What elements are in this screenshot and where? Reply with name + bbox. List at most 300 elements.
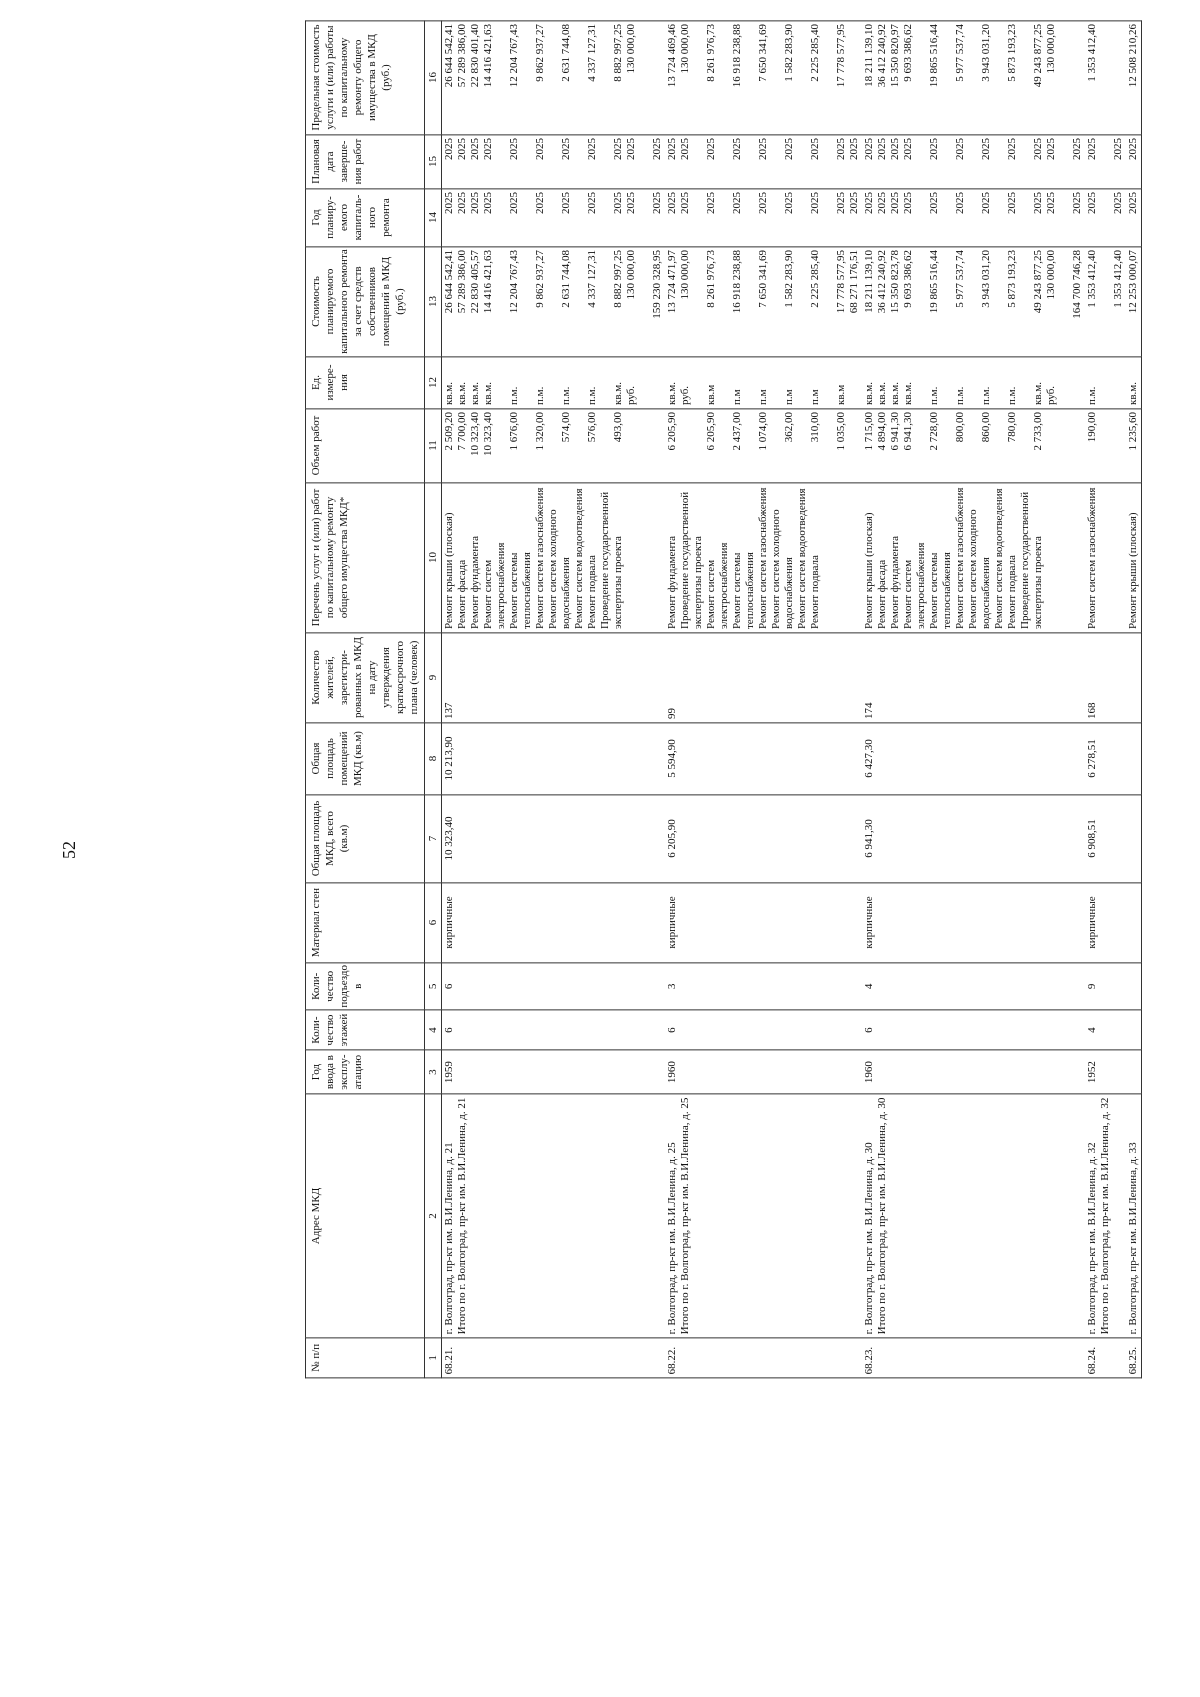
repair-year-cell: [1085, 189, 1126, 247]
work-cost: 36 412 240,92: [876, 250, 888, 314]
header-cell: Материал стен: [306, 883, 425, 963]
total-cost: 159 230 328,95: [651, 250, 663, 319]
work-end: 2025: [586, 138, 598, 160]
work-name: Ремонт фундамента: [666, 535, 678, 629]
work-name: Проведение государственной экспертизы проекта: [679, 491, 704, 629]
work-unit: п.м: [783, 389, 795, 405]
work-cost: 57 289 386,00: [456, 250, 468, 314]
work-vol: 362,00: [783, 412, 795, 443]
work-unit: кв.м.: [456, 382, 468, 405]
work-limit: 1 582 283,90: [783, 24, 795, 82]
column-number: 9: [425, 633, 442, 723]
work-cost: 12 204 767,43: [508, 250, 520, 314]
work-end: 2025: [835, 138, 847, 160]
work-limit: 17 778 577,95: [835, 24, 847, 88]
work-year: 2025: [534, 192, 546, 214]
row-number: 68.23.: [862, 1338, 1085, 1378]
volume-cell: [442, 409, 666, 483]
work-name: Ремонт фундамента: [469, 535, 481, 629]
limit-cost-cell: [862, 21, 1085, 135]
work-vol: [1045, 412, 1071, 479]
limit-cost-cell: [1126, 21, 1142, 135]
total-end: 2025: [651, 138, 663, 160]
works-cell: [665, 483, 862, 633]
work-year: 2025: [508, 192, 520, 214]
work-name: Ремонт фасада: [456, 559, 468, 629]
work-name: Ремонт системы теплоснабжения: [731, 552, 756, 629]
work-limit: 16 918 238,88: [731, 24, 743, 88]
work-cost: 8 261 976,73: [705, 250, 717, 308]
work-unit: п.м.: [560, 386, 572, 405]
volume-cell: [665, 409, 862, 483]
work-cost: 18 211 139,10: [863, 250, 875, 313]
header-cell: Общая площадь МКД, всего (кв.м): [306, 795, 425, 883]
work-year: 2025: [835, 192, 847, 214]
work-vol: 1 320,00: [534, 412, 546, 451]
total-year: 2025: [848, 192, 860, 214]
work-year: 2025: [443, 192, 455, 214]
volume-cell: [1126, 409, 1142, 483]
header-cell: № п/п: [306, 1338, 425, 1378]
work-name: Ремонт фасада: [876, 559, 888, 629]
work-name: Ремонт систем водоотведения: [993, 488, 1005, 629]
work-vol: [625, 412, 651, 479]
column-number: 2: [425, 1094, 442, 1338]
work-vol: 2 728,00: [928, 412, 940, 451]
work-cost: 9 693 386,62: [902, 250, 914, 308]
work-year: 2025: [731, 192, 743, 214]
total-label: Итого по г. Волгоград, пр-кт им. В.И.Ленина, д. 30: [876, 1097, 888, 1335]
address: г. Волгоград, пр-кт им. В.И.Ленина, д. 21: [443, 1142, 455, 1335]
residents-cell: 168: [1085, 633, 1126, 723]
cost-cell: [1085, 247, 1126, 357]
work-name: Ремонт подвала: [586, 555, 598, 629]
work-vol: 574,00: [560, 412, 572, 443]
work-end: 2025: [731, 138, 743, 160]
work-unit: п.м: [757, 389, 769, 405]
work-vol: [679, 412, 705, 479]
work-name: Ремонт подвала: [809, 555, 821, 629]
total-area-cell: 6 908,51: [1085, 795, 1126, 883]
column-number: 12: [425, 357, 442, 409]
total-label: Итого по г. Волгоград, пр-кт им. В.И.Ленина, д. 25: [679, 1097, 691, 1335]
address-cell: [862, 1094, 1085, 1338]
header-cell: Адрес МКД: [306, 1094, 425, 1338]
work-end: 2025: [757, 138, 769, 160]
work-vol: 1 035,00: [835, 412, 847, 451]
work-vol: 1 235,60: [1127, 412, 1139, 451]
work-year: 2025: [928, 192, 940, 214]
header-row: [306, 21, 425, 1378]
work-vol: 1 074,00: [757, 412, 769, 451]
work-limit: 18 211 139,10: [863, 24, 875, 87]
total-year: 2025: [1071, 192, 1083, 214]
column-number: 1: [425, 1338, 442, 1378]
rooms-area-cell: 6 427,30: [862, 723, 1085, 795]
work-cost: 8 882 997,25: [612, 250, 624, 308]
work-limit: 8 261 976,73: [705, 24, 717, 82]
work-end: 2025: [1045, 138, 1057, 160]
work-unit: кв.м.: [482, 382, 494, 405]
residents-cell: 137: [442, 633, 666, 723]
year-built-cell: 1960: [862, 1050, 1085, 1094]
header-cell: Плановая дата заверше-ния работ: [306, 135, 425, 189]
work-cost: 1 353 412,40: [1086, 250, 1098, 308]
total-year: 2025: [1112, 192, 1124, 214]
column-number: 8: [425, 723, 442, 795]
column-number: 3: [425, 1050, 442, 1094]
work-vol: 780,00: [1006, 412, 1018, 443]
work-unit: п.м.: [980, 386, 992, 405]
address: г. Волгоград, пр-кт им. В.И.Ленина, д. 25: [666, 1142, 678, 1335]
work-cost: 2 631 744,08: [560, 250, 572, 308]
work-end: 2025: [560, 138, 572, 160]
rooms-area-cell: 6 278,51: [1085, 723, 1126, 795]
table-row: [862, 21, 1085, 1378]
cost-cell: [862, 247, 1085, 357]
header-cell: Предельная стоимость услуги и (или) работы по капитальному ремонту общего имущества в МКД (руб.): [306, 21, 425, 135]
work-name: Ремонт систем водоотведения: [796, 488, 808, 629]
work-end: 2025: [1006, 138, 1018, 160]
entrances-cell: [1126, 963, 1142, 1011]
work-limit: 49 243 877,25: [1032, 24, 1044, 88]
work-unit: п.м.: [928, 386, 940, 405]
work-unit: п.м.: [586, 386, 598, 405]
work-cost: 26 644 542,41: [443, 250, 455, 314]
work-end: 2025: [625, 138, 637, 160]
work-name: Ремонт систем водоотведения: [573, 488, 585, 629]
total-area-cell: 10 323,40: [442, 795, 666, 883]
work-unit: кв.м.: [666, 382, 678, 405]
unit-cell: [1126, 357, 1142, 409]
wall-material-cell: кирпичные: [862, 883, 1085, 963]
work-end: 2025: [666, 138, 678, 160]
work-unit: кв.м.: [443, 382, 455, 405]
work-end: 2025: [980, 138, 992, 160]
work-unit: п.м.: [954, 386, 966, 405]
work-year: 2025: [876, 192, 888, 214]
year-built-cell: 1952: [1085, 1050, 1126, 1094]
repair-year-cell: [1126, 189, 1142, 247]
work-vol: 310,00: [809, 412, 821, 443]
work-name: Ремонт систем газоснабжения: [954, 487, 966, 629]
work-name: Проведение государственной экспертизы проекта: [599, 491, 624, 629]
work-unit: руб.: [1045, 385, 1057, 405]
work-limit: 7 650 341,69: [757, 24, 769, 82]
work-end: 2025: [1032, 138, 1044, 160]
work-limit: 57 289 386,00: [456, 24, 468, 88]
header-cell: Количество жителей, зарегистри-рованных в МКД на дату утверждения краткосрочного плана (человек): [306, 633, 425, 723]
address-cell: [1085, 1094, 1126, 1338]
work-vol: 1 715,00: [863, 412, 875, 451]
total-area-cell: [1126, 795, 1142, 883]
work-unit: кв.м.: [1127, 382, 1139, 405]
cost-cell: [442, 247, 666, 357]
work-limit: 2 631 744,08: [560, 24, 572, 82]
row-number: 68.21.: [442, 1338, 666, 1378]
header-cell: Год ввода в эксплу-атацию: [306, 1050, 425, 1094]
end-date-cell: [665, 135, 862, 189]
work-vol: 1 676,00: [508, 412, 520, 451]
cost-cell: [665, 247, 862, 357]
work-vol: 2 509,20: [443, 412, 455, 451]
column-number: 4: [425, 1010, 442, 1050]
work-cost: 5 977 537,74: [954, 250, 966, 308]
capital-repair-table: [305, 20, 1142, 1378]
entrances-cell: 6: [442, 963, 666, 1011]
work-name: Проведение государственной экспертизы проекта: [1019, 491, 1044, 629]
work-limit: 22 830 401,40: [469, 24, 481, 88]
work-year: 2025: [456, 192, 468, 214]
work-cost: 5 873 193,23: [1006, 250, 1018, 308]
unit-cell: [442, 357, 666, 409]
work-vol: 6 205,90: [666, 412, 678, 451]
work-name: Ремонт систем электроснабжения: [705, 542, 730, 629]
work-year: 2025: [954, 192, 966, 214]
work-unit: кв.м.: [902, 382, 914, 405]
address-cell: [1126, 1094, 1142, 1338]
work-unit: кв.м: [835, 384, 847, 405]
rooms-area-cell: 10 213,90: [442, 723, 666, 795]
floors-cell: 6: [665, 1010, 862, 1050]
end-date-cell: [1085, 135, 1126, 189]
work-year: 2025: [863, 192, 875, 214]
work-end: 2025: [783, 138, 795, 160]
total-year: 2025: [651, 192, 663, 214]
work-year: 2025: [469, 192, 481, 214]
work-end: 2025: [954, 138, 966, 160]
residents-cell: 174: [862, 633, 1085, 723]
work-name: Ремонт системы теплоснабжения: [508, 552, 533, 629]
work-cost: 49 243 877,25: [1032, 250, 1044, 314]
work-vol: 493,00: [612, 412, 624, 443]
entrances-cell: 4: [862, 963, 1085, 1011]
work-name: Ремонт крыши (плоская): [863, 512, 875, 629]
row-number: 68.22.: [665, 1338, 862, 1378]
work-end: 2025: [863, 138, 875, 160]
work-name: Ремонт крыши (плоская): [443, 512, 455, 629]
work-cost: 4 337 127,31: [586, 250, 598, 308]
header-cell: Ед. измере-ния: [306, 357, 425, 409]
address-cell: [665, 1094, 862, 1338]
entrances-cell: 9: [1085, 963, 1126, 1011]
header-cell: Объем работ: [306, 409, 425, 483]
work-cost: 130 000,00: [679, 250, 691, 300]
work-name: Ремонт фундамента: [889, 535, 901, 629]
work-cost: 130 000,00: [1045, 250, 1057, 300]
work-limit: 5 873 193,23: [1006, 24, 1018, 82]
floors-cell: 6: [862, 1010, 1085, 1050]
column-number: 13: [425, 247, 442, 357]
work-year: 2025: [560, 192, 572, 214]
work-name: Ремонт систем холодного водоснабжения: [547, 509, 572, 629]
work-unit: п.м.: [534, 386, 546, 405]
volume-cell: [1085, 409, 1126, 483]
work-end: 2025: [679, 138, 691, 160]
work-end: 2025: [705, 138, 717, 160]
address-cell: [442, 1094, 666, 1338]
rooms-area-cell: 5 594,90: [665, 723, 862, 795]
repair-year-cell: [665, 189, 862, 247]
header-cell: Год планиру-емого капиталь-ного ремонта: [306, 189, 425, 247]
work-unit: руб.: [679, 385, 691, 405]
work-year: 2025: [705, 192, 717, 214]
work-name: Ремонт систем газоснабжения: [757, 487, 769, 629]
work-vol: 860,00: [980, 412, 992, 443]
entrances-cell: 3: [665, 963, 862, 1011]
work-vol: 2 733,00: [1032, 412, 1044, 451]
work-limit: 14 416 421,63: [482, 24, 494, 88]
work-vol: 6 205,90: [705, 412, 717, 451]
work-end: 2025: [1086, 138, 1098, 160]
work-cost: 14 416 421,63: [482, 250, 494, 314]
work-name: Ремонт крыши (плоская): [1127, 512, 1139, 629]
work-cost: 19 865 516,44: [928, 250, 940, 314]
floors-cell: 6: [442, 1010, 666, 1050]
unit-cell: [665, 357, 862, 409]
rooms-area-cell: [1126, 723, 1142, 795]
work-limit: 26 644 542,41: [443, 24, 455, 88]
column-number: 15: [425, 135, 442, 189]
table-row: [665, 21, 862, 1378]
work-end: 2025: [482, 138, 494, 160]
residents-cell: 99: [665, 633, 862, 723]
work-cost: 22 830 405,57: [469, 250, 481, 314]
work-limit: 19 865 516,44: [928, 24, 940, 88]
work-vol: 10 323,40: [482, 412, 494, 456]
work-unit: кв.м: [705, 384, 717, 405]
work-name: Ремонт системы теплоснабжения: [928, 552, 953, 629]
work-end: 2025: [876, 138, 888, 160]
column-number: 11: [425, 409, 442, 483]
work-cost: 2 225 285,40: [809, 250, 821, 308]
work-vol: 2 437,00: [731, 412, 743, 451]
work-limit: 3 943 031,20: [980, 24, 992, 82]
work-cost: 3 943 031,20: [980, 250, 992, 308]
work-name: Ремонт систем холодного водоснабжения: [770, 509, 795, 629]
total-area-cell: 6 205,90: [665, 795, 862, 883]
work-end: 2025: [1127, 138, 1139, 160]
header-cell: Коли-чество подъездо в: [306, 963, 425, 1011]
work-limit: 9 693 386,62: [902, 24, 914, 82]
work-vol: 800,00: [954, 412, 966, 443]
total-area-cell: 6 941,30: [862, 795, 1085, 883]
work-year: 2025: [625, 192, 637, 214]
end-date-cell: [862, 135, 1085, 189]
work-limit: 2 225 285,40: [809, 24, 821, 82]
work-cost: 17 778 577,95: [835, 250, 847, 314]
work-year: 2025: [1032, 192, 1044, 214]
work-limit: 13 724 469,46: [666, 24, 678, 88]
work-vol: 10 323,40: [469, 412, 481, 456]
unit-cell: [862, 357, 1085, 409]
cost-cell: [1126, 247, 1142, 357]
work-end: 2025: [456, 138, 468, 160]
work-vol: 4 894,00: [876, 412, 888, 451]
work-limit: 1 353 412,40: [1086, 24, 1098, 82]
work-unit: п.м: [809, 389, 821, 405]
work-limit: 8 882 997,25: [612, 24, 624, 82]
work-name: Ремонт систем электроснабжения: [482, 542, 507, 629]
work-year: 2025: [666, 192, 678, 214]
work-vol: 6 941,30: [889, 412, 901, 451]
address: г. Волгоград, пр-кт им. В.И.Ленина, д. 32: [1086, 1142, 1098, 1335]
work-unit: кв.м.: [1032, 382, 1044, 405]
work-end: 2025: [443, 138, 455, 160]
header-cell: Стоимость планируемого капитального ремонта за счет средств собственников помещений в МКД (руб.): [306, 247, 425, 357]
work-year: 2025: [679, 192, 691, 214]
row-number: 68.25.: [1126, 1338, 1142, 1378]
work-limit: 130 000,00: [1045, 24, 1057, 74]
address: г. Волгоград, пр-кт им. В.И.Ленина, д. 30: [863, 1142, 875, 1335]
work-unit: п.м.: [1086, 386, 1098, 405]
wall-material-cell: кирпичные: [665, 883, 862, 963]
column-number: 6: [425, 883, 442, 963]
work-year: 2025: [586, 192, 598, 214]
works-cell: [442, 483, 666, 633]
work-unit: кв.м.: [612, 382, 624, 405]
work-name: Ремонт подвала: [1006, 555, 1018, 629]
total-cost: 164 700 746,28: [1071, 250, 1083, 319]
work-year: 2025: [1086, 192, 1098, 214]
column-number: 7: [425, 795, 442, 883]
work-vol: 7 700,00: [456, 412, 468, 451]
work-name: Ремонт систем холодного водоснабжения: [967, 509, 992, 629]
header-cell: Перечень услуг и (или) работ по капитальному ремонту общего имущества МКД*: [306, 483, 425, 633]
work-name: Ремонт систем газоснабжения: [1086, 487, 1098, 629]
end-date-cell: [1126, 135, 1142, 189]
work-vol: 576,00: [586, 412, 598, 443]
work-limit: 36 412 240,92: [876, 24, 888, 88]
total-end: 2025: [1071, 138, 1083, 160]
limit-cost-cell: [442, 21, 666, 135]
floors-cell: 4: [1085, 1010, 1126, 1050]
work-cost: 7 650 341,69: [757, 250, 769, 308]
work-end: 2025: [534, 138, 546, 160]
page-number: 52: [59, 841, 79, 859]
work-cost: 12 253 000,07: [1127, 250, 1139, 314]
wall-material-cell: [1126, 883, 1142, 963]
wall-material-cell: кирпичные: [442, 883, 666, 963]
volume-cell: [862, 409, 1085, 483]
address: г. Волгоград, пр-кт им. В.И.Ленина, д. 33: [1127, 1142, 1139, 1335]
table-row: [1126, 21, 1142, 1378]
work-end: 2025: [469, 138, 481, 160]
work-year: 2025: [889, 192, 901, 214]
work-cost: 130 000,00: [625, 250, 637, 300]
work-cost: 16 918 238,88: [731, 250, 743, 314]
work-year: 2025: [1127, 192, 1139, 214]
work-cost: 9 862 937,27: [534, 250, 546, 308]
total-end: 2025: [1112, 138, 1124, 160]
limit-cost-cell: [665, 21, 862, 135]
column-number-row: [425, 21, 442, 1378]
work-year: 2025: [612, 192, 624, 214]
total-cost: 1 353 412,40: [1112, 250, 1124, 308]
work-year: 2025: [757, 192, 769, 214]
table-row: [1085, 21, 1126, 1378]
table-row: [442, 21, 666, 1378]
column-number: 16: [425, 21, 442, 135]
works-cell: [1126, 483, 1142, 633]
work-limit: 130 000,00: [679, 24, 691, 74]
work-vol: 190,00: [1086, 412, 1098, 443]
work-unit: кв.м.: [876, 382, 888, 405]
work-unit: п.м.: [1006, 386, 1018, 405]
work-unit: руб.: [625, 385, 637, 405]
work-year: 2025: [980, 192, 992, 214]
work-limit: 15 350 820,97: [889, 24, 901, 88]
